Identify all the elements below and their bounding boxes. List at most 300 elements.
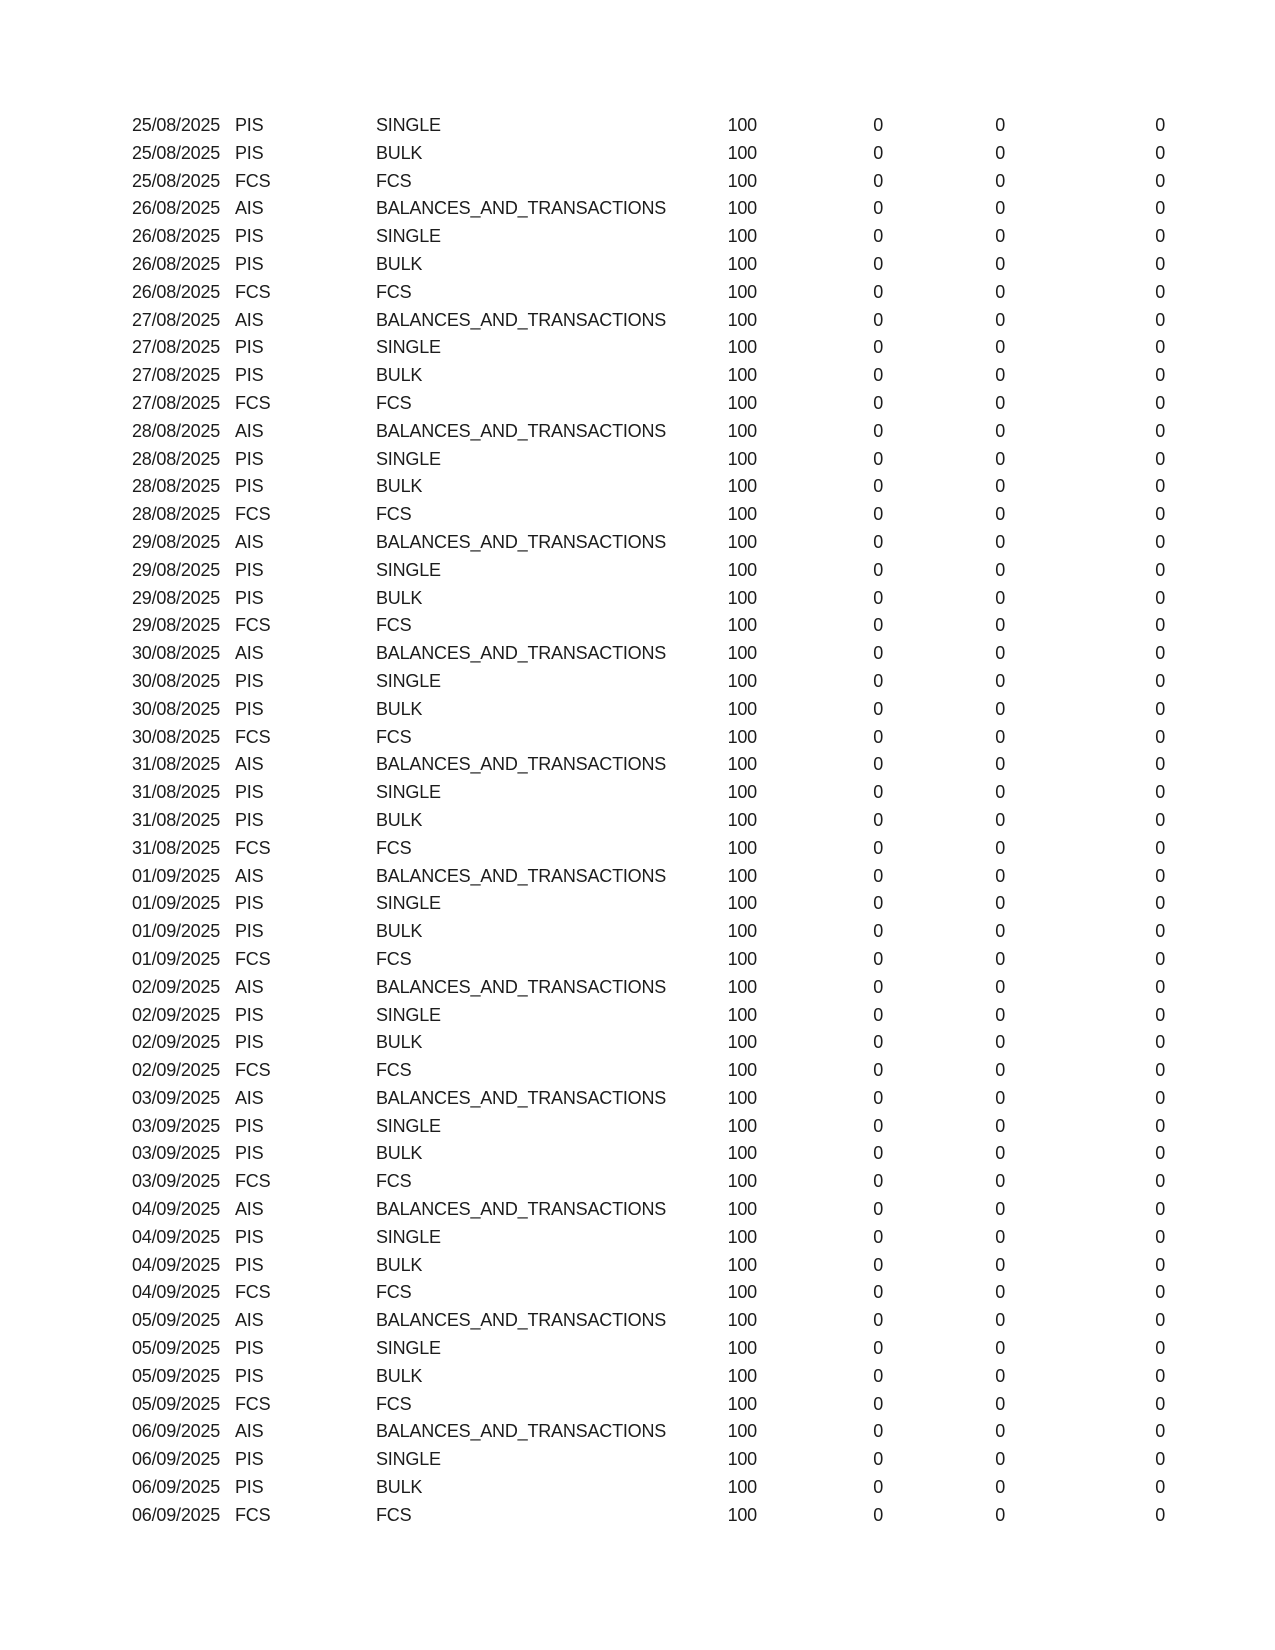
cell-service-type: FCS (235, 948, 271, 969)
cell-value-1: 100 (727, 948, 757, 969)
cell-operation-type: BALANCES_AND_TRANSACTIONS (376, 976, 667, 997)
cell-value-2: 0 (873, 1226, 883, 1247)
cell-value-3: 0 (995, 587, 1005, 608)
cell-value-3: 0 (995, 115, 1005, 135)
table-row (0, 890, 1275, 918)
cell-service-type: PIS (235, 1477, 264, 1498)
cell-value-1: 100 (727, 1365, 757, 1386)
cell-value-4: 0 (1155, 643, 1165, 664)
cell-service-type: PIS (235, 1032, 264, 1053)
cell-value-4: 0 (1155, 365, 1165, 386)
cell-value-4: 0 (1155, 420, 1165, 441)
cell-value-4: 0 (1155, 476, 1165, 497)
cell-service-type: PIS (235, 1004, 264, 1025)
cell-value-3: 0 (995, 948, 1005, 969)
cell-operation-type: BALANCES_AND_TRANSACTIONS (376, 754, 667, 775)
cell-operation-type: BULK (376, 1365, 423, 1386)
table-row (0, 140, 1275, 168)
cell-date: 02/09/2025 (132, 1004, 221, 1025)
cell-service-type: AIS (235, 643, 264, 664)
cell-service-type: FCS (235, 504, 271, 525)
cell-service-type: FCS (235, 1060, 271, 1081)
cell-value-4: 0 (1155, 1004, 1165, 1025)
cell-value-2: 0 (873, 392, 883, 413)
cell-operation-type: BALANCES_AND_TRANSACTIONS (376, 420, 667, 441)
cell-date: 04/09/2025 (132, 1226, 221, 1247)
cell-value-3: 0 (995, 420, 1005, 441)
cell-service-type: PIS (235, 698, 264, 719)
cell-service-type: AIS (235, 309, 264, 330)
cell-value-4: 0 (1155, 1365, 1165, 1386)
cell-service-type: FCS (235, 837, 271, 858)
cell-operation-type: BULK (376, 1032, 423, 1053)
cell-value-3: 0 (995, 726, 1005, 747)
table-row (0, 1307, 1275, 1335)
cell-value-3: 0 (995, 1115, 1005, 1136)
cell-value-2: 0 (873, 1393, 883, 1414)
cell-value-2: 0 (873, 115, 883, 135)
cell-operation-type: BULK (376, 587, 423, 608)
cell-value-3: 0 (995, 1477, 1005, 1498)
cell-value-2: 0 (873, 1504, 883, 1525)
cell-operation-type: SINGLE (376, 1226, 441, 1247)
cell-value-3: 0 (995, 1421, 1005, 1442)
cell-value-3: 0 (995, 1365, 1005, 1386)
cell-date: 31/08/2025 (132, 809, 221, 830)
cell-service-type: AIS (235, 865, 264, 886)
cell-operation-type: BULK (376, 809, 423, 830)
cell-value-2: 0 (873, 198, 883, 219)
table-row (0, 1140, 1275, 1168)
table-row (0, 473, 1275, 501)
cell-operation-type: FCS (376, 615, 412, 636)
cell-service-type: PIS (235, 115, 264, 135)
table-row (0, 946, 1275, 974)
cell-value-2: 0 (873, 1087, 883, 1108)
cell-value-3: 0 (995, 1199, 1005, 1220)
table-row (0, 918, 1275, 946)
cell-value-2: 0 (873, 726, 883, 747)
cell-date: 30/08/2025 (132, 726, 221, 747)
cell-value-1: 100 (727, 1226, 757, 1247)
cell-value-4: 0 (1155, 1032, 1165, 1053)
cell-value-1: 100 (727, 1338, 757, 1359)
cell-value-4: 0 (1155, 1449, 1165, 1470)
cell-value-1: 100 (727, 1032, 757, 1053)
cell-value-4: 0 (1155, 1338, 1165, 1359)
cell-value-2: 0 (873, 253, 883, 274)
cell-value-3: 0 (995, 1310, 1005, 1331)
cell-value-3: 0 (995, 643, 1005, 664)
cell-value-1: 100 (727, 1421, 757, 1442)
table-row (0, 1252, 1275, 1280)
cell-value-1: 100 (727, 1504, 757, 1525)
cell-value-3: 0 (995, 837, 1005, 858)
cell-operation-type: SINGLE (376, 782, 441, 803)
cell-date: 30/08/2025 (132, 643, 221, 664)
cell-value-1: 100 (727, 448, 757, 469)
cell-value-4: 0 (1155, 281, 1165, 302)
cell-operation-type: FCS (376, 1060, 412, 1081)
table-row (0, 501, 1275, 529)
cell-service-type: FCS (235, 726, 271, 747)
cell-value-4: 0 (1155, 1171, 1165, 1192)
cell-value-2: 0 (873, 365, 883, 386)
cell-value-4: 0 (1155, 976, 1165, 997)
cell-operation-type: FCS (376, 1171, 412, 1192)
table-row (0, 1029, 1275, 1057)
cell-operation-type: SINGLE (376, 670, 441, 691)
cell-date: 31/08/2025 (132, 782, 221, 803)
table-row (0, 1113, 1275, 1141)
table-row (0, 1446, 1275, 1474)
cell-value-3: 0 (995, 309, 1005, 330)
cell-date: 02/09/2025 (132, 976, 221, 997)
cell-value-2: 0 (873, 754, 883, 775)
cell-service-type: PIS (235, 226, 264, 247)
cell-date: 01/09/2025 (132, 865, 221, 886)
cell-value-4: 0 (1155, 1199, 1165, 1220)
cell-value-2: 0 (873, 309, 883, 330)
cell-value-3: 0 (995, 615, 1005, 636)
cell-service-type: FCS (235, 615, 271, 636)
cell-date: 31/08/2025 (132, 837, 221, 858)
cell-service-type: PIS (235, 476, 264, 497)
cell-operation-type: FCS (376, 837, 412, 858)
cell-value-2: 0 (873, 1115, 883, 1136)
cell-value-2: 0 (873, 670, 883, 691)
cell-service-type: PIS (235, 1338, 264, 1359)
cell-value-4: 0 (1155, 726, 1165, 747)
cell-value-2: 0 (873, 837, 883, 858)
cell-value-3: 0 (995, 476, 1005, 497)
cell-value-3: 0 (995, 1254, 1005, 1275)
cell-value-4: 0 (1155, 1310, 1165, 1331)
cell-value-4: 0 (1155, 198, 1165, 219)
table-row (0, 640, 1275, 668)
cell-date: 03/09/2025 (132, 1171, 221, 1192)
cell-value-4: 0 (1155, 921, 1165, 942)
cell-operation-type: BULK (376, 1477, 423, 1498)
cell-value-1: 100 (727, 281, 757, 302)
table-row (0, 1002, 1275, 1030)
cell-value-4: 0 (1155, 1087, 1165, 1108)
cell-service-type: AIS (235, 420, 264, 441)
cell-value-4: 0 (1155, 865, 1165, 886)
cell-value-3: 0 (995, 1504, 1005, 1525)
cell-value-1: 100 (727, 1254, 757, 1275)
cell-value-2: 0 (873, 337, 883, 358)
cell-service-type: PIS (235, 893, 264, 914)
cell-date: 27/08/2025 (132, 309, 221, 330)
cell-operation-type: FCS (376, 1393, 412, 1414)
cell-value-1: 100 (727, 420, 757, 441)
cell-value-4: 0 (1155, 531, 1165, 552)
cell-operation-type: BALANCES_AND_TRANSACTIONS (376, 309, 667, 330)
cell-value-1: 100 (727, 698, 757, 719)
cell-value-3: 0 (995, 365, 1005, 386)
cell-value-2: 0 (873, 1282, 883, 1303)
cell-value-3: 0 (995, 170, 1005, 191)
cell-value-4: 0 (1155, 1115, 1165, 1136)
cell-operation-type: BALANCES_AND_TRANSACTIONS (376, 531, 667, 552)
cell-operation-type: SINGLE (376, 1115, 441, 1136)
table-row (0, 168, 1275, 196)
cell-operation-type: BULK (376, 253, 423, 274)
cell-value-1: 100 (727, 1477, 757, 1498)
table-row (0, 1391, 1275, 1419)
cell-value-4: 0 (1155, 587, 1165, 608)
cell-value-1: 100 (727, 1393, 757, 1414)
cell-operation-type: BALANCES_AND_TRANSACTIONS (376, 1421, 667, 1442)
cell-value-3: 0 (995, 782, 1005, 803)
cell-operation-type: SINGLE (376, 1338, 441, 1359)
cell-value-4: 0 (1155, 170, 1165, 191)
cell-operation-type: BALANCES_AND_TRANSACTIONS (376, 1087, 667, 1108)
cell-service-type: PIS (235, 142, 264, 163)
cell-value-4: 0 (1155, 1393, 1165, 1414)
cell-value-4: 0 (1155, 1477, 1165, 1498)
cell-value-1: 100 (727, 782, 757, 803)
cell-date: 05/09/2025 (132, 1365, 221, 1386)
cell-value-1: 100 (727, 365, 757, 386)
cell-value-1: 100 (727, 531, 757, 552)
cell-value-4: 0 (1155, 559, 1165, 580)
cell-value-4: 0 (1155, 615, 1165, 636)
cell-value-3: 0 (995, 559, 1005, 580)
cell-date: 06/09/2025 (132, 1504, 221, 1525)
cell-operation-type: SINGLE (376, 1004, 441, 1025)
cell-operation-type: FCS (376, 392, 412, 413)
cell-date: 05/09/2025 (132, 1310, 221, 1331)
table-row (0, 446, 1275, 474)
cell-value-1: 100 (727, 1060, 757, 1081)
cell-date: 28/08/2025 (132, 420, 221, 441)
cell-value-1: 100 (727, 726, 757, 747)
cell-value-3: 0 (995, 142, 1005, 163)
cell-service-type: PIS (235, 1143, 264, 1164)
cell-date: 29/08/2025 (132, 587, 221, 608)
cell-value-3: 0 (995, 531, 1005, 552)
cell-operation-type: FCS (376, 281, 412, 302)
cell-value-2: 0 (873, 698, 883, 719)
cell-value-3: 0 (995, 670, 1005, 691)
table-row (0, 863, 1275, 891)
cell-operation-type: BULK (376, 921, 423, 942)
cell-value-2: 0 (873, 1449, 883, 1470)
cell-value-2: 0 (873, 893, 883, 914)
cell-service-type: PIS (235, 365, 264, 386)
table-row (0, 334, 1275, 362)
cell-service-type: PIS (235, 448, 264, 469)
cell-service-type: FCS (235, 1504, 271, 1525)
cell-value-4: 0 (1155, 1254, 1165, 1275)
cell-operation-type: BALANCES_AND_TRANSACTIONS (376, 198, 667, 219)
cell-service-type: AIS (235, 198, 264, 219)
cell-value-2: 0 (873, 587, 883, 608)
table-row (0, 779, 1275, 807)
cell-date: 04/09/2025 (132, 1199, 221, 1220)
cell-operation-type: SINGLE (376, 559, 441, 580)
cell-value-1: 100 (727, 142, 757, 163)
cell-value-2: 0 (873, 1338, 883, 1359)
table-row (0, 418, 1275, 446)
cell-value-4: 0 (1155, 504, 1165, 525)
cell-value-1: 100 (727, 198, 757, 219)
cell-value-1: 100 (727, 865, 757, 886)
cell-value-1: 100 (727, 476, 757, 497)
cell-date: 26/08/2025 (132, 198, 221, 219)
cell-value-2: 0 (873, 1365, 883, 1386)
cell-operation-type: BALANCES_AND_TRANSACTIONS (376, 643, 667, 664)
cell-value-4: 0 (1155, 1504, 1165, 1525)
cell-service-type: PIS (235, 1254, 264, 1275)
table-row (0, 251, 1275, 279)
cell-operation-type: FCS (376, 170, 412, 191)
cell-date: 05/09/2025 (132, 1393, 221, 1414)
cell-date: 29/08/2025 (132, 615, 221, 636)
table-row (0, 1057, 1275, 1085)
cell-value-3: 0 (995, 865, 1005, 886)
cell-date: 05/09/2025 (132, 1338, 221, 1359)
cell-date: 06/09/2025 (132, 1421, 221, 1442)
cell-operation-type: FCS (376, 948, 412, 969)
cell-date: 04/09/2025 (132, 1282, 221, 1303)
cell-date: 01/09/2025 (132, 893, 221, 914)
cell-date: 30/08/2025 (132, 670, 221, 691)
cell-operation-type: BULK (376, 142, 423, 163)
table-row (0, 1502, 1275, 1530)
cell-service-type: FCS (235, 1171, 271, 1192)
cell-value-1: 100 (727, 754, 757, 775)
table-row (0, 279, 1275, 307)
cell-date: 03/09/2025 (132, 1087, 221, 1108)
cell-value-1: 100 (727, 1310, 757, 1331)
cell-value-3: 0 (995, 1060, 1005, 1081)
cell-date: 03/09/2025 (132, 1143, 221, 1164)
cell-value-1: 100 (727, 1449, 757, 1470)
cell-value-1: 100 (727, 337, 757, 358)
cell-date: 03/09/2025 (132, 1115, 221, 1136)
cell-date: 25/08/2025 (132, 142, 221, 163)
cell-value-3: 0 (995, 448, 1005, 469)
cell-value-3: 0 (995, 1282, 1005, 1303)
cell-value-1: 100 (727, 309, 757, 330)
table-row (0, 668, 1275, 696)
cell-date: 26/08/2025 (132, 281, 221, 302)
cell-value-3: 0 (995, 1226, 1005, 1247)
cell-value-4: 0 (1155, 698, 1165, 719)
cell-date: 29/08/2025 (132, 559, 221, 580)
cell-value-2: 0 (873, 1254, 883, 1275)
cell-service-type: AIS (235, 976, 264, 997)
table-row (0, 1279, 1275, 1307)
cell-service-type: FCS (235, 1282, 271, 1303)
cell-value-3: 0 (995, 1004, 1005, 1025)
cell-value-4: 0 (1155, 309, 1165, 330)
cell-service-type: AIS (235, 1087, 264, 1108)
cell-value-4: 0 (1155, 142, 1165, 163)
cell-value-3: 0 (995, 1449, 1005, 1470)
cell-value-1: 100 (727, 670, 757, 691)
cell-value-3: 0 (995, 921, 1005, 942)
cell-service-type: FCS (235, 170, 271, 191)
cell-date: 29/08/2025 (132, 531, 221, 552)
cell-value-2: 0 (873, 1004, 883, 1025)
cell-value-2: 0 (873, 643, 883, 664)
cell-value-1: 100 (727, 253, 757, 274)
cell-value-4: 0 (1155, 948, 1165, 969)
cell-value-4: 0 (1155, 448, 1165, 469)
table-row (0, 696, 1275, 724)
cell-value-4: 0 (1155, 1060, 1165, 1081)
cell-service-type: AIS (235, 1421, 264, 1442)
table-row (0, 807, 1275, 835)
cell-value-1: 100 (727, 1115, 757, 1136)
cell-value-2: 0 (873, 782, 883, 803)
cell-service-type: FCS (235, 392, 271, 413)
cell-value-2: 0 (873, 1199, 883, 1220)
cell-value-3: 0 (995, 809, 1005, 830)
cell-value-1: 100 (727, 893, 757, 914)
cell-value-2: 0 (873, 615, 883, 636)
cell-value-1: 100 (727, 559, 757, 580)
cell-value-4: 0 (1155, 1282, 1165, 1303)
cell-value-3: 0 (995, 337, 1005, 358)
table-row (0, 1418, 1275, 1446)
cell-value-2: 0 (873, 1032, 883, 1053)
cell-value-2: 0 (873, 1143, 883, 1164)
cell-value-3: 0 (995, 253, 1005, 274)
cell-value-1: 100 (727, 1282, 757, 1303)
cell-value-3: 0 (995, 1338, 1005, 1359)
cell-value-3: 0 (995, 893, 1005, 914)
cell-value-3: 0 (995, 976, 1005, 997)
cell-value-1: 100 (727, 837, 757, 858)
cell-value-3: 0 (995, 1393, 1005, 1414)
cell-value-3: 0 (995, 1171, 1005, 1192)
cell-value-1: 100 (727, 921, 757, 942)
cell-value-2: 0 (873, 809, 883, 830)
cell-value-1: 100 (727, 1171, 757, 1192)
table-row (0, 1363, 1275, 1391)
cell-value-2: 0 (873, 448, 883, 469)
cell-value-3: 0 (995, 1087, 1005, 1108)
cell-value-3: 0 (995, 198, 1005, 219)
cell-operation-type: FCS (376, 726, 412, 747)
table-row (0, 835, 1275, 863)
cell-value-1: 100 (727, 504, 757, 525)
cell-value-2: 0 (873, 476, 883, 497)
table-row (0, 390, 1275, 418)
cell-service-type: FCS (235, 281, 271, 302)
cell-value-4: 0 (1155, 115, 1165, 135)
cell-operation-type: BALANCES_AND_TRANSACTIONS (376, 1199, 667, 1220)
cell-date: 06/09/2025 (132, 1449, 221, 1470)
cell-operation-type: SINGLE (376, 1449, 441, 1470)
cell-date: 04/09/2025 (132, 1254, 221, 1275)
cell-value-4: 0 (1155, 392, 1165, 413)
cell-date: 28/08/2025 (132, 448, 221, 469)
cell-service-type: AIS (235, 531, 264, 552)
cell-operation-type: BULK (376, 1254, 423, 1275)
table-row (0, 1168, 1275, 1196)
cell-value-2: 0 (873, 1421, 883, 1442)
table-row (0, 1196, 1275, 1224)
usage-table (0, 112, 1275, 1530)
cell-value-2: 0 (873, 504, 883, 525)
cell-value-3: 0 (995, 504, 1005, 525)
